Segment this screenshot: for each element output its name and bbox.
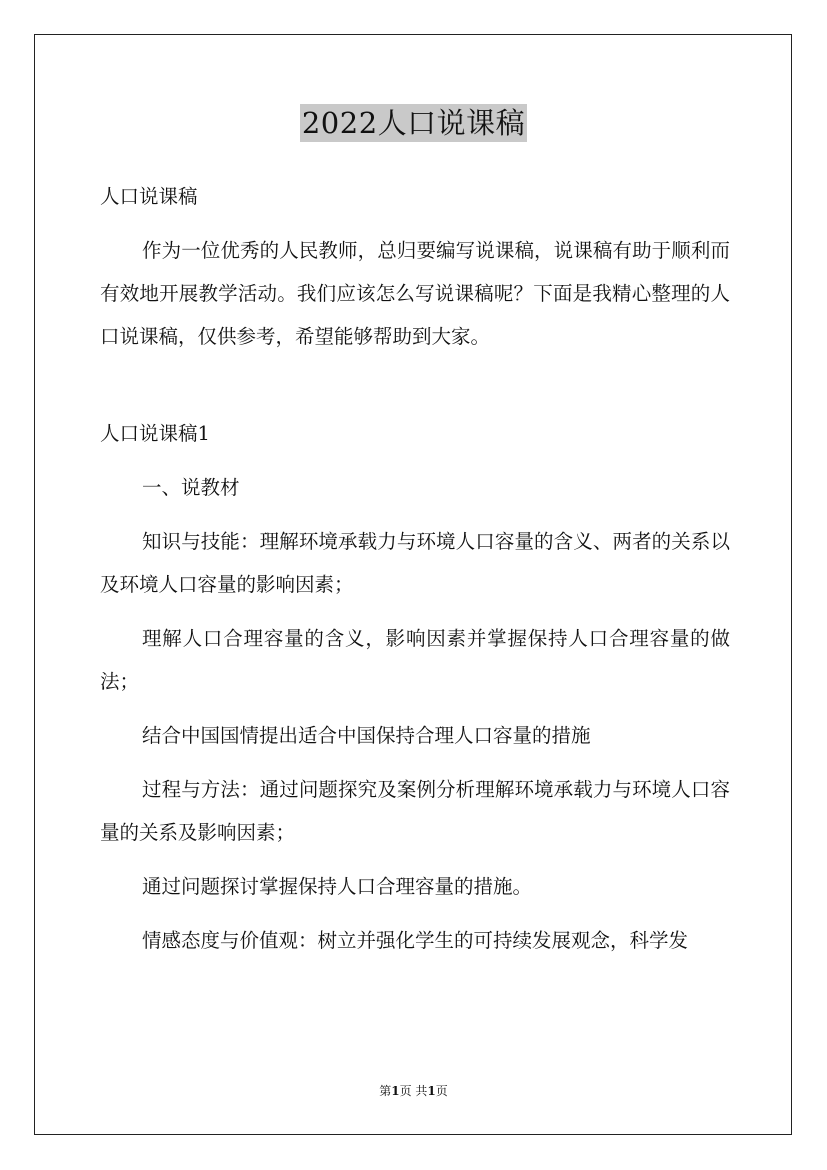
document-subtitle: 人口说课稿 (100, 185, 198, 208)
page-footer (0, 1082, 827, 1100)
page-suffix: 页 (435, 1084, 448, 1098)
paragraph-population-capacity: 理解人口合理容量的含义，影响因素并掌握保持人口合理容量的做法； (100, 627, 730, 693)
paragraph-problem-discussion: 通过问题探讨掌握保持人口合理容量的措施。 (142, 875, 533, 898)
paragraph-knowledge-skills: 知识与技能：理解环境承载力与环境人口容量的含义、两者的关系以及环境人口容量的影响因素； (100, 530, 730, 596)
document-title: 2022人口说课稿 (301, 106, 526, 140)
section-heading: 人口说课稿1 (100, 422, 210, 445)
page-total-number: 1 (427, 1084, 436, 1098)
paragraph-teaching-material: 一、说教材 (142, 476, 240, 499)
title-area (0, 104, 827, 142)
page-mid: 页 共 (399, 1084, 428, 1098)
page-current-number: 1 (391, 1084, 400, 1098)
paragraph-china-measures: 结合中国国情提出适合中国保持合理人口容量的措施 (142, 724, 591, 747)
paragraph-emotion-values: 情感态度与价值观：树立并强化学生的可持续发展观念，科学发 (142, 929, 689, 952)
page-prefix: 第 (379, 1084, 392, 1098)
document-body (100, 175, 730, 973)
intro-paragraph: 作为一位优秀的人民教师，总归要编写说课稿，说课稿有助于顺利而有效地开展教学活动。我们应该怎么写说课稿呢？下面是我精心整理的人口说课稿，仅供参考，希望能够帮助到大家。 (100, 239, 730, 348)
paragraph-process-methods: 过程与方法：通过问题探究及案例分析理解环境承载力与环境人口容量的关系及影响因素； (100, 778, 730, 844)
